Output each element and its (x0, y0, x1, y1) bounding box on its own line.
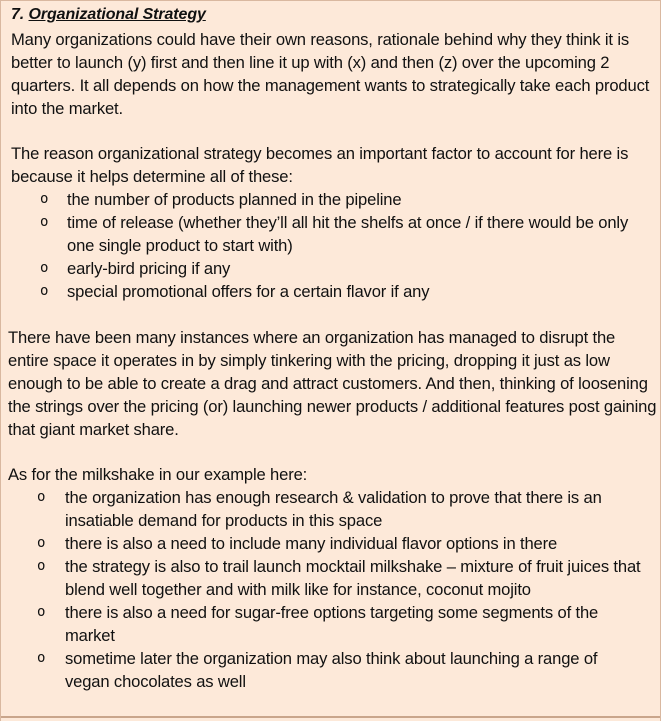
list-item (11, 280, 656, 303)
section-heading (11, 6, 206, 24)
paragraph-milkshake (8, 463, 657, 486)
list-item-text: sometime later the organization may also think about launching a range of vegan chocolates as well (65, 649, 598, 691)
bottom-border (1, 716, 660, 718)
list-item-text: special promotional offers for a certain flavor if any (67, 282, 430, 301)
bullet-marker: o (40, 260, 49, 276)
bullet-marker: o (37, 489, 46, 505)
section-number: 7. (11, 6, 25, 23)
paragraph-text: Many organizations could have their own reasons, rationale behind why they think it is better to launch (y) first and then line it up with (x) and then (z) over the upcoming 2 quarters. It all depends on how the management wants to strategically take each product into the market. (11, 30, 650, 118)
paragraph-disruption (8, 326, 657, 441)
list-item-text: early-bird pricing if any (67, 259, 231, 278)
list-item-text: time of release (whether they’ll all hit the shelfs at once / if there would be only one single product to start with) (67, 213, 629, 255)
list-item-text: the strategy is also to trail launch mocktail milkshake – mixture of fruit juices that blend well together and with milk like for instance, coconut mojito (65, 557, 641, 599)
list-item (11, 211, 656, 257)
list-item (11, 257, 656, 280)
strategy-factors-list (11, 188, 656, 303)
bullet-marker: o (37, 650, 46, 666)
paragraph-reason (11, 142, 656, 188)
list-item-text: the number of products planned in the pipeline (67, 190, 402, 209)
bullet-marker: o (40, 214, 49, 230)
list-item-text: there is also a need for sugar-free options targeting some segments of the market (65, 603, 599, 645)
list-item (8, 601, 646, 647)
list-item (8, 555, 646, 601)
milkshake-list (8, 486, 646, 693)
list-item (8, 486, 646, 532)
paragraph-text: As for the milkshake in our example here: (8, 465, 308, 484)
paragraph-text: There have been many instances where an organization has managed to disrupt the entire space it operates in by simply tinkering with the pricing, dropping it just as low enough to be able to create a drag and attract customers. And then, thinking of loosening the strings over the pricing (or) launching newer products / additional features post gaining that giant market share. (8, 328, 657, 439)
list-item (8, 647, 646, 693)
bullet-marker: o (40, 283, 49, 299)
section-title: Organizational Strategy (28, 6, 206, 23)
bullet-marker: o (37, 558, 46, 574)
paragraph-text: The reason organizational strategy becomes an important factor to account for here is because it helps determine all of these: (11, 144, 629, 186)
bullet-marker: o (37, 604, 46, 620)
list-item (8, 532, 646, 555)
paragraph-intro (11, 28, 651, 120)
bullet-marker: o (40, 191, 49, 207)
bullet-marker: o (37, 535, 46, 551)
list-item-text: there is also a need to include many individual flavor options in there (65, 534, 558, 553)
list-item-text: the organization has enough research & validation to prove that there is an insatiable demand for products in this space (65, 488, 602, 530)
list-item (11, 188, 656, 211)
